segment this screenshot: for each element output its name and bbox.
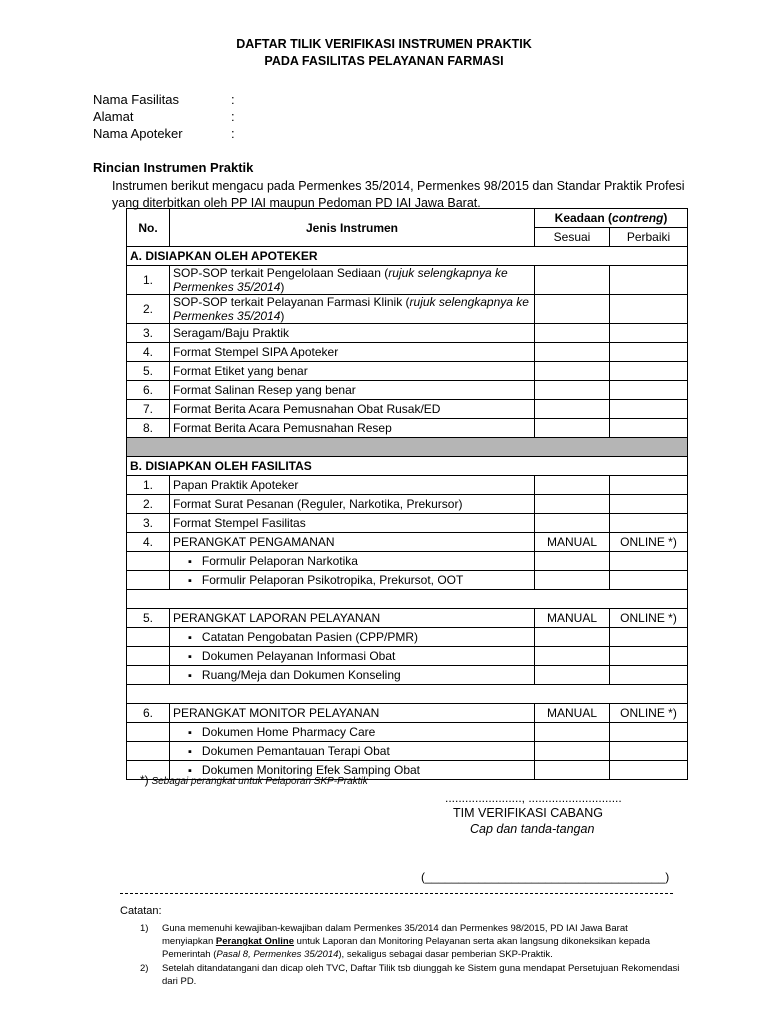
row-no-empty xyxy=(127,666,170,685)
catatan-item-text: Setelah ditandatangani dan dicap oleh TVC, Daftar Tilik tsb diunggah ke Sistem guna mendapat Persetujuan Rekomendasi dari PD. xyxy=(162,963,680,987)
group-b-label: B. DISIAPKAN OLEH FASILITAS xyxy=(127,457,688,476)
signature-stamp-label: Cap dan tanda-tangan xyxy=(470,822,595,836)
online-label: ONLINE *) xyxy=(610,533,688,552)
perbaiki-cell[interactable] xyxy=(610,514,688,533)
document-title-line1: DAFTAR TILIK VERIFIKASI INSTRUMEN PRAKTIK xyxy=(236,37,532,51)
catatan-item-number: 2) xyxy=(140,963,149,974)
col-jenis-header: Jenis Instrumen xyxy=(170,209,535,247)
signature-team: TIM VERIFIKASI CABANG xyxy=(453,806,604,820)
row-no-empty xyxy=(127,723,170,742)
row-no: 1. xyxy=(127,266,170,295)
row-no: 6. xyxy=(127,704,170,723)
table-row xyxy=(127,495,688,514)
table-row xyxy=(127,266,688,295)
spacer-cell xyxy=(127,590,688,609)
manual-label: MANUAL xyxy=(535,533,610,552)
perbaiki-cell[interactable] xyxy=(610,476,688,495)
row-no: 4. xyxy=(127,533,170,552)
row-bullet-text: ▪ Formulir Pelaporan Psikotropika, Prekursot, OOT xyxy=(170,571,535,590)
row-text: PERANGKAT MONITOR PELAYANAN xyxy=(170,704,535,723)
catatan-title: Catatan: xyxy=(120,905,162,917)
row-text-em: rujuk selengkapnya ke Permenkes 35/2014 xyxy=(173,266,508,294)
info-label: Alamat xyxy=(93,109,134,124)
row-text: Papan Praktik Apoteker xyxy=(170,476,535,495)
row-text-main: SOP-SOP terkait Pelayanan Farmasi Klinik ( xyxy=(173,295,410,309)
row-no: 1. xyxy=(127,476,170,495)
perbaiki-cell[interactable] xyxy=(610,400,688,419)
row-no-empty xyxy=(127,742,170,761)
manual-label: MANUAL xyxy=(535,609,610,628)
footnote-text: Sebagai perangkat untuk Pelaporan SKP-Praktik xyxy=(151,776,368,787)
row-text: Format Salinan Resep yang benar xyxy=(170,381,535,400)
col-perbaiki-header: Perbaiki xyxy=(610,228,688,247)
catatan-item-text xyxy=(162,922,680,961)
table-row xyxy=(127,400,688,419)
row-no: 2. xyxy=(127,495,170,514)
manual-label: MANUAL xyxy=(535,704,610,723)
table-row xyxy=(127,419,688,438)
row-text: PERANGKAT PENGAMANAN xyxy=(170,533,535,552)
table-row xyxy=(127,552,688,571)
online-cell[interactable] xyxy=(610,742,688,761)
row-text xyxy=(170,266,535,295)
manual-cell[interactable] xyxy=(535,571,610,590)
row-no: 8. xyxy=(127,419,170,438)
table-row xyxy=(127,742,688,761)
online-label: ONLINE *) xyxy=(610,609,688,628)
manual-cell[interactable] xyxy=(535,742,610,761)
perbaiki-cell[interactable] xyxy=(610,324,688,343)
info-colon: : xyxy=(231,92,235,107)
group-a-row xyxy=(127,247,688,266)
row-no-empty xyxy=(127,571,170,590)
table-row xyxy=(127,723,688,742)
catatan-item-1 xyxy=(140,922,680,961)
footnote-mark: *) xyxy=(140,773,149,787)
spacer-row xyxy=(127,685,688,704)
table-header-row xyxy=(127,209,688,228)
online-cell[interactable] xyxy=(610,571,688,590)
info-colon: : xyxy=(231,109,235,124)
perbaiki-cell[interactable] xyxy=(610,362,688,381)
perbaiki-cell[interactable] xyxy=(610,266,688,295)
table-row xyxy=(127,628,688,647)
document-title-line2: PADA FASILITAS PELAYANAN FARMASI xyxy=(264,54,504,68)
row-no: 5. xyxy=(127,609,170,628)
online-cell[interactable] xyxy=(610,723,688,742)
table-row xyxy=(127,571,688,590)
row-text: Format Berita Acara Pemusnahan Resep xyxy=(170,419,535,438)
online-cell[interactable] xyxy=(610,761,688,780)
table-row xyxy=(127,647,688,666)
manual-cell[interactable] xyxy=(535,628,610,647)
sesuai-cell[interactable] xyxy=(535,495,610,514)
table-row xyxy=(127,343,688,362)
perbaiki-cell[interactable] xyxy=(610,343,688,362)
row-text: Format Stempel Fasilitas xyxy=(170,514,535,533)
perbaiki-cell[interactable] xyxy=(610,381,688,400)
online-label: ONLINE *) xyxy=(610,704,688,723)
row-no: 3. xyxy=(127,324,170,343)
row-no: 4. xyxy=(127,343,170,362)
info-nama-apoteker xyxy=(93,126,235,141)
row-no-empty xyxy=(127,647,170,666)
sesuai-cell[interactable] xyxy=(535,343,610,362)
online-cell[interactable] xyxy=(610,628,688,647)
row-text-main: SOP-SOP terkait Pengelolaan Sediaan ( xyxy=(173,266,389,280)
info-colon: : xyxy=(231,126,235,141)
perbaiki-cell[interactable] xyxy=(610,419,688,438)
sesuai-cell[interactable] xyxy=(535,476,610,495)
table-row xyxy=(127,324,688,343)
manual-cell[interactable] xyxy=(535,761,610,780)
catatan-item-2 xyxy=(140,962,680,988)
perbaiki-cell[interactable] xyxy=(610,495,688,514)
sesuai-cell[interactable] xyxy=(535,381,610,400)
row-bullet-text: ▪ Dokumen Home Pharmacy Care xyxy=(170,723,535,742)
intro-text: Instrumen berikut mengacu pada Permenkes 35/2014, Permenkes 98/2015 dan Standar Praktik Profesi yang diterbitkan oleh PP IAI maupun Pedoman PD IAI Jawa Barat. xyxy=(112,179,685,210)
divider-dashed xyxy=(120,893,673,894)
row-text: Format Etiket yang benar xyxy=(170,362,535,381)
row-text-close: ) xyxy=(280,280,285,294)
row-bullet-text: ▪ Formulir Pelaporan Narkotika xyxy=(170,552,535,571)
catatan-text-e: ), sekaligus sebagai dasar pemberian SKP-Praktik. xyxy=(338,949,553,960)
row-text: Format Stempel SIPA Apoteker xyxy=(170,343,535,362)
table-row xyxy=(127,295,688,324)
row-bullet-text: ▪ Dokumen Pelayanan Informasi Obat xyxy=(170,647,535,666)
catatan-text-c: untuk Laporan dan Monitoring Pelayanan serta akan langsung dikoneksikan kepada Pemerintah ( xyxy=(162,936,650,960)
sesuai-cell[interactable] xyxy=(535,295,610,324)
sesuai-cell[interactable] xyxy=(535,419,610,438)
sesuai-cell[interactable] xyxy=(535,400,610,419)
spacer-row xyxy=(127,590,688,609)
online-cell[interactable] xyxy=(610,666,688,685)
table-row xyxy=(127,609,688,628)
keadaan-em: contreng xyxy=(612,211,664,225)
manual-cell[interactable] xyxy=(535,552,610,571)
catatan-text-underlined: Perangkat Online xyxy=(215,936,295,947)
online-cell[interactable] xyxy=(610,552,688,571)
row-no: 2. xyxy=(127,295,170,324)
separator-bar xyxy=(127,438,688,457)
col-keadaan-header xyxy=(535,209,688,228)
row-bullet-text: ▪ Catatan Pengobatan Pasien (CPP/PMR) xyxy=(170,628,535,647)
row-text: PERANGKAT LAPORAN PELAYANAN xyxy=(170,609,535,628)
perbaiki-cell[interactable] xyxy=(610,295,688,324)
table-row xyxy=(127,704,688,723)
table-row xyxy=(127,476,688,495)
info-label: Nama Fasilitas xyxy=(93,92,179,107)
section-separator xyxy=(127,438,688,457)
table-row xyxy=(127,666,688,685)
row-no: 3. xyxy=(127,514,170,533)
instrument-table xyxy=(126,208,688,780)
row-text: Format Surat Pesanan (Reguler, Narkotika, Prekursor) xyxy=(170,495,535,514)
row-text: Seragam/Baju Praktik xyxy=(170,324,535,343)
row-no: 6. xyxy=(127,381,170,400)
row-text-close: ) xyxy=(280,309,285,323)
row-no: 5. xyxy=(127,362,170,381)
row-no-empty xyxy=(127,552,170,571)
row-no-empty xyxy=(127,628,170,647)
online-cell[interactable] xyxy=(610,647,688,666)
table-row xyxy=(127,533,688,552)
col-sesuai-header: Sesuai xyxy=(535,228,610,247)
row-text-em: rujuk selengkapnya ke Permenkes 35/2014 xyxy=(173,295,529,323)
table-row xyxy=(127,362,688,381)
section-title: Rincian Instrumen Praktik xyxy=(93,160,254,175)
table-row xyxy=(127,514,688,533)
manual-cell[interactable] xyxy=(535,647,610,666)
info-nama-fasilitas xyxy=(93,92,235,107)
manual-cell[interactable] xyxy=(535,723,610,742)
row-no: 7. xyxy=(127,400,170,419)
info-label: Nama Apoteker xyxy=(93,126,183,141)
manual-cell[interactable] xyxy=(535,666,610,685)
signature-name-line: (____________________________________) xyxy=(421,870,670,884)
catatan-text-a: Guna memenuhi kewajiban-kewajiban dalam Permenkes 35/2014 dan Permenkes 98/2015, PD IAI Jawa Barat menyiapkan xyxy=(162,923,628,947)
row-text xyxy=(170,295,535,324)
group-b-row xyxy=(127,457,688,476)
sesuai-cell[interactable] xyxy=(535,514,610,533)
row-bullet-text: ▪ Ruang/Meja dan Dokumen Konseling xyxy=(170,666,535,685)
row-bullet-text: ▪ Dokumen Pemantauan Terapi Obat xyxy=(170,742,535,761)
spacer-cell xyxy=(127,685,688,704)
keadaan-suffix: ) xyxy=(663,211,668,225)
table-row xyxy=(127,381,688,400)
info-alamat xyxy=(93,109,235,124)
group-a-label: A. DISIAPKAN OLEH APOTEKER xyxy=(127,247,688,266)
footnote xyxy=(140,773,368,787)
sesuai-cell[interactable] xyxy=(535,324,610,343)
row-bullet-text: ▪ Dokumen Monitoring Efek Samping Obat xyxy=(170,761,535,780)
signature-place-date: ......................., ............................ xyxy=(445,791,622,805)
sesuai-cell[interactable] xyxy=(535,362,610,381)
col-no-header: No. xyxy=(127,209,170,247)
row-text: Format Berita Acara Pemusnahan Obat Rusak/ED xyxy=(170,400,535,419)
keadaan-prefix: Keadaan ( xyxy=(554,211,613,225)
catatan-item-number: 1) xyxy=(140,923,149,934)
sesuai-cell[interactable] xyxy=(535,266,610,295)
catatan-text-em: Pasal 8, Permenkes 35/2014 xyxy=(216,949,339,960)
